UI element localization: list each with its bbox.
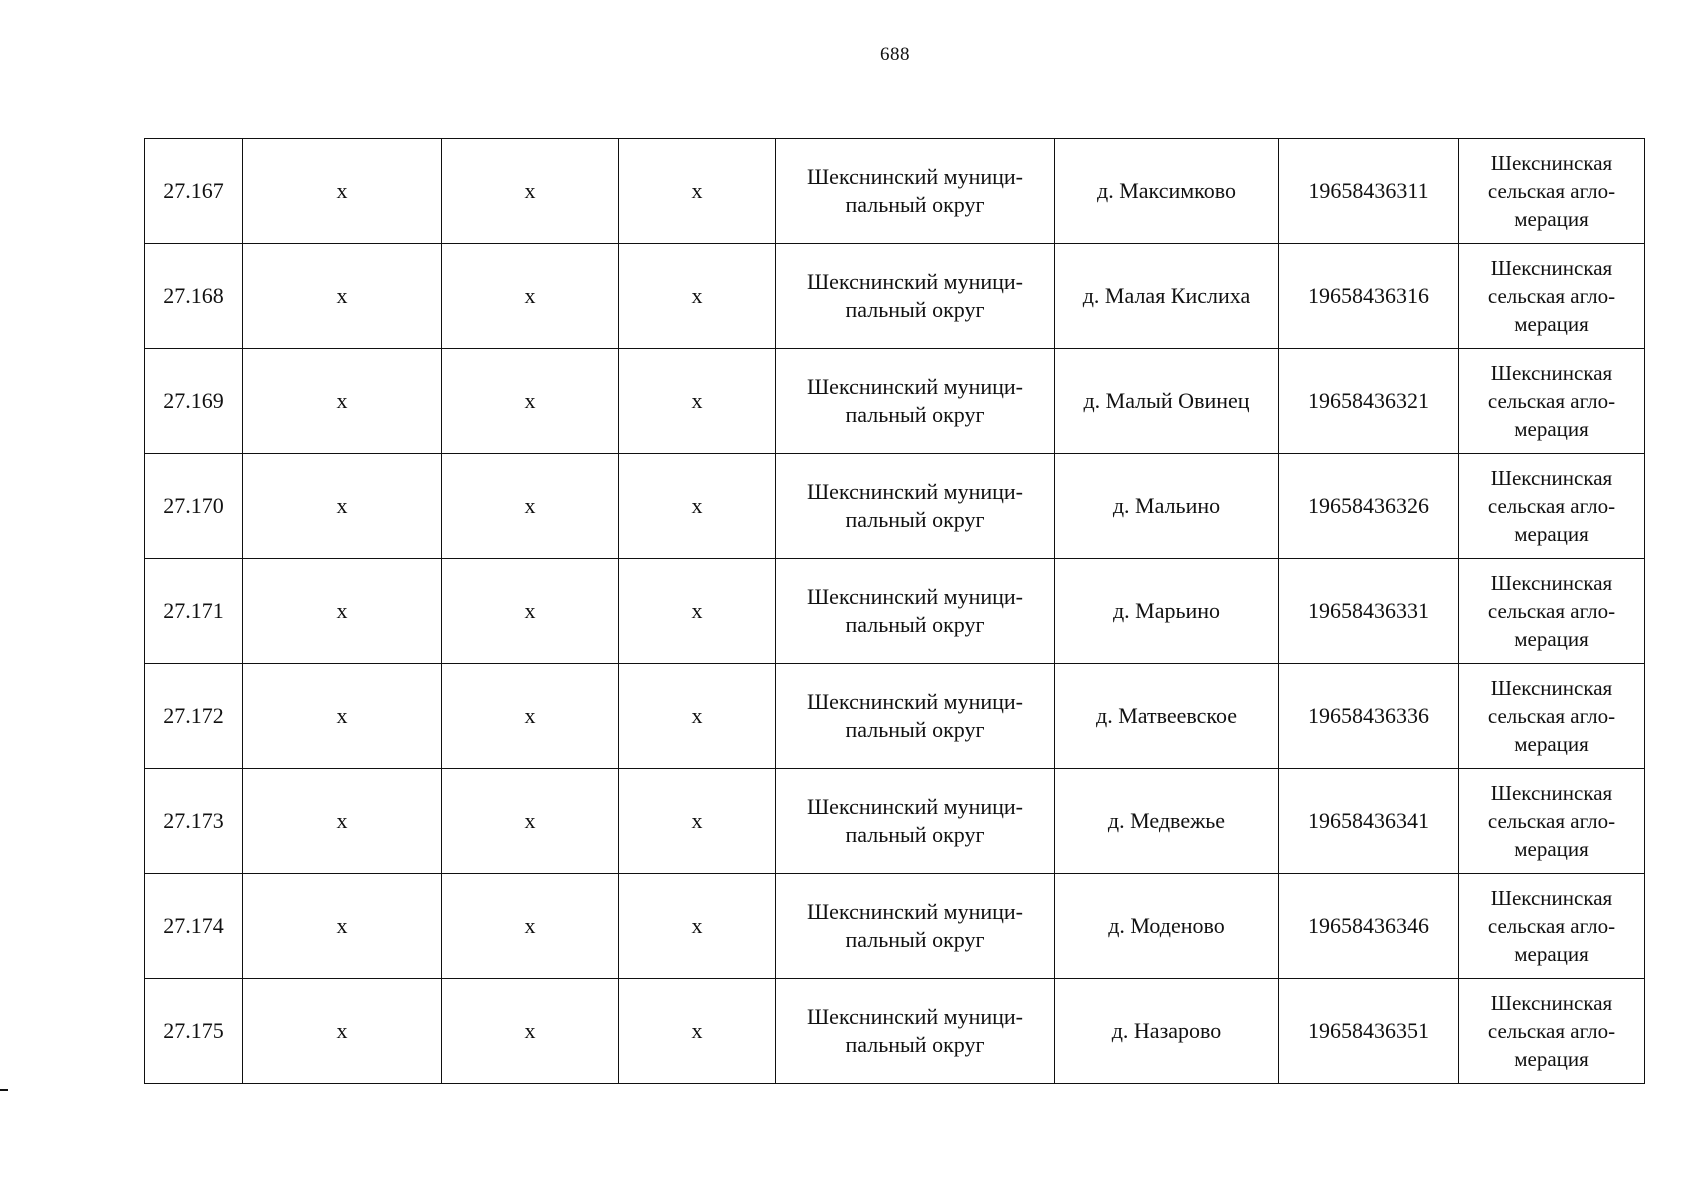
row-number-cell [145,454,243,559]
district-line-1: Шекснинский муници- [806,794,1024,819]
cell-col3 [442,769,619,874]
cell-col2 [243,139,442,244]
code-cell [1279,664,1459,769]
cell-col3 [442,454,619,559]
district-line-1: Шекснинский муници- [806,374,1024,399]
table-row [145,664,1645,769]
municipal-district-cell [776,979,1055,1084]
oktmo-code: 19658436331 [1308,598,1429,623]
agglomeration-cell [1459,874,1645,979]
cell-col3 [442,139,619,244]
cell-col2 [243,979,442,1084]
settlement-cell [1055,664,1279,769]
row-number: 27.174 [163,913,224,938]
district-line-2: пальный округ [845,612,985,637]
row-number: 27.169 [163,388,224,413]
cell-col2 [243,769,442,874]
cell-value: х [336,1018,348,1043]
cell-value: х [524,703,536,728]
district-line-1: Шекснинский муници- [806,689,1024,714]
code-cell [1279,349,1459,454]
cell-value: х [691,598,703,623]
row-number-cell [145,244,243,349]
table-row [145,979,1645,1084]
cell-value: х [691,913,703,938]
cell-col4 [619,139,776,244]
cell-value: х [691,1018,703,1043]
cell-col4 [619,244,776,349]
cell-col4 [619,769,776,874]
settlement-cell [1055,979,1279,1084]
agglomeration-line-3: мерация [1514,732,1589,756]
district-line-1: Шекснинский муници- [806,269,1024,294]
agglomeration-line-3: мерация [1514,942,1589,966]
district-line-1: Шекснинский муници- [806,479,1024,504]
district-line-2: пальный округ [845,507,985,532]
cell-col4 [619,349,776,454]
table-body [145,139,1645,1084]
municipal-district-cell [776,454,1055,559]
agglomeration-line-3: мерация [1514,1047,1589,1071]
district-line-2: пальный округ [845,297,985,322]
agglomeration-line-1: Шекснинская [1490,886,1613,910]
agglomeration-line-2: сельская агло- [1487,494,1616,518]
page-number: 688 [880,44,910,65]
agglomeration-line-2: сельская агло- [1487,284,1616,308]
row-number-cell [145,769,243,874]
code-cell [1279,769,1459,874]
agglomeration-cell [1459,244,1645,349]
table-row [145,454,1645,559]
cell-col2 [243,454,442,559]
oktmo-code: 19658436316 [1308,283,1429,308]
agglomeration-line-3: мерация [1514,837,1589,861]
agglomeration-line-2: сельская агло- [1487,599,1616,623]
cell-value: х [336,493,348,518]
agglomeration-cell [1459,559,1645,664]
cell-col2 [243,874,442,979]
margin-mark [0,1089,8,1091]
cell-value: х [691,388,703,413]
code-cell [1279,874,1459,979]
row-number: 27.167 [163,178,224,203]
table-row [145,559,1645,664]
agglomeration-line-2: сельская агло- [1487,389,1616,413]
row-number: 27.170 [163,493,224,518]
table-row [145,349,1645,454]
agglomeration-line-3: мерация [1514,522,1589,546]
agglomeration-line-2: сельская агло- [1487,704,1616,728]
agglomeration-cell [1459,979,1645,1084]
cell-value: х [336,388,348,413]
cell-value: х [336,808,348,833]
row-number: 27.168 [163,283,224,308]
agglomeration-line-2: сельская агло- [1487,179,1616,203]
cell-col2 [243,244,442,349]
code-cell [1279,979,1459,1084]
cell-col3 [442,664,619,769]
cell-value: х [691,283,703,308]
cell-col3 [442,244,619,349]
code-cell [1279,559,1459,664]
cell-col2 [243,559,442,664]
settlement-cell [1055,559,1279,664]
agglomeration-line-3: мерация [1514,207,1589,231]
district-line-1: Шекснинский муници- [806,1004,1024,1029]
district-line-2: пальный округ [845,192,985,217]
row-number-cell [145,874,243,979]
settlement-name: д. Мальино [1112,493,1221,518]
district-line-2: пальный округ [845,927,985,952]
cell-value: х [691,493,703,518]
district-line-1: Шекснинский муници- [806,899,1024,924]
agglomeration-line-1: Шекснинская [1490,361,1613,385]
code-cell [1279,454,1459,559]
row-number-cell [145,139,243,244]
agglomeration-line-1: Шекснинская [1490,676,1613,700]
settlement-name: д. Максимково [1097,178,1236,203]
settlement-cell [1055,769,1279,874]
district-line-1: Шекснинский муници- [806,584,1024,609]
cell-value: х [524,388,536,413]
table-row [145,769,1645,874]
settlement-cell [1055,139,1279,244]
settlements-table [144,138,1645,1084]
settlement-name: д. Малая Кислиха [1082,283,1251,308]
oktmo-code: 19658436321 [1308,388,1429,413]
municipal-district-cell [776,139,1055,244]
settlement-name: д. Матвеевское [1096,703,1237,728]
oktmo-code: 19658436351 [1308,1018,1429,1043]
cell-value: х [336,598,348,623]
cell-col4 [619,979,776,1084]
table-row [145,244,1645,349]
cell-col4 [619,454,776,559]
code-cell [1279,139,1459,244]
code-cell [1279,244,1459,349]
agglomeration-cell [1459,139,1645,244]
settlement-name: д. Марьино [1112,598,1221,623]
district-line-2: пальный округ [845,1032,985,1057]
oktmo-code: 19658436311 [1308,178,1429,203]
table-row [145,874,1645,979]
row-number-cell [145,979,243,1084]
agglomeration-line-3: мерация [1514,417,1589,441]
district-line-1: Шекснинский муници- [806,164,1024,189]
district-line-2: пальный округ [845,822,985,847]
municipal-district-cell [776,559,1055,664]
agglomeration-line-1: Шекснинская [1490,466,1613,490]
cell-value: х [524,1018,536,1043]
agglomeration-line-1: Шекснинская [1490,991,1613,1015]
cell-col2 [243,664,442,769]
table-row [145,139,1645,244]
cell-value: х [524,178,536,203]
row-number: 27.175 [163,1018,224,1043]
cell-value: х [691,178,703,203]
row-number: 27.173 [163,808,224,833]
row-number: 27.171 [163,598,224,623]
municipal-district-cell [776,244,1055,349]
cell-col3 [442,349,619,454]
settlement-name: д. Медвежье [1107,808,1226,833]
agglomeration-cell [1459,454,1645,559]
settlement-cell [1055,454,1279,559]
agglomeration-line-2: сельская агло- [1487,914,1616,938]
cell-value: х [336,703,348,728]
cell-value: х [691,703,703,728]
settlement-name: д. Назарово [1111,1018,1222,1043]
cell-value: х [524,808,536,833]
agglomeration-line-3: мерация [1514,627,1589,651]
agglomeration-line-1: Шекснинская [1490,256,1613,280]
row-number-cell [145,664,243,769]
cell-value: х [524,598,536,623]
settlement-cell [1055,874,1279,979]
oktmo-code: 19658436326 [1308,493,1429,518]
cell-value: х [524,493,536,518]
row-number: 27.172 [163,703,224,728]
cell-value: х [691,808,703,833]
cell-col4 [619,559,776,664]
cell-value: х [336,913,348,938]
settlement-cell [1055,244,1279,349]
cell-col4 [619,874,776,979]
cell-value: х [524,283,536,308]
agglomeration-cell [1459,664,1645,769]
agglomeration-cell [1459,349,1645,454]
cell-col2 [243,349,442,454]
row-number-cell [145,349,243,454]
district-line-2: пальный округ [845,717,985,742]
agglomeration-line-1: Шекснинская [1490,151,1613,175]
agglomeration-line-1: Шекснинская [1490,571,1613,595]
agglomeration-line-2: сельская агло- [1487,1019,1616,1043]
agglomeration-line-1: Шекснинская [1490,781,1613,805]
cell-value: х [336,178,348,203]
cell-col3 [442,979,619,1084]
municipal-district-cell [776,874,1055,979]
settlement-cell [1055,349,1279,454]
agglomeration-line-3: мерация [1514,312,1589,336]
settlement-name: д. Моденово [1108,913,1225,938]
oktmo-code: 19658436336 [1308,703,1429,728]
municipal-district-cell [776,769,1055,874]
row-number-cell [145,559,243,664]
cell-value: х [524,913,536,938]
cell-col4 [619,664,776,769]
cell-col3 [442,559,619,664]
agglomeration-cell [1459,769,1645,874]
oktmo-code: 19658436346 [1308,913,1429,938]
agglomeration-line-2: сельская агло- [1487,809,1616,833]
municipal-district-cell [776,664,1055,769]
district-line-2: пальный округ [845,402,985,427]
settlement-name: д. Малый Овинец [1083,388,1250,413]
oktmo-code: 19658436341 [1308,808,1429,833]
municipal-district-cell [776,349,1055,454]
cell-col3 [442,874,619,979]
cell-value: х [336,283,348,308]
